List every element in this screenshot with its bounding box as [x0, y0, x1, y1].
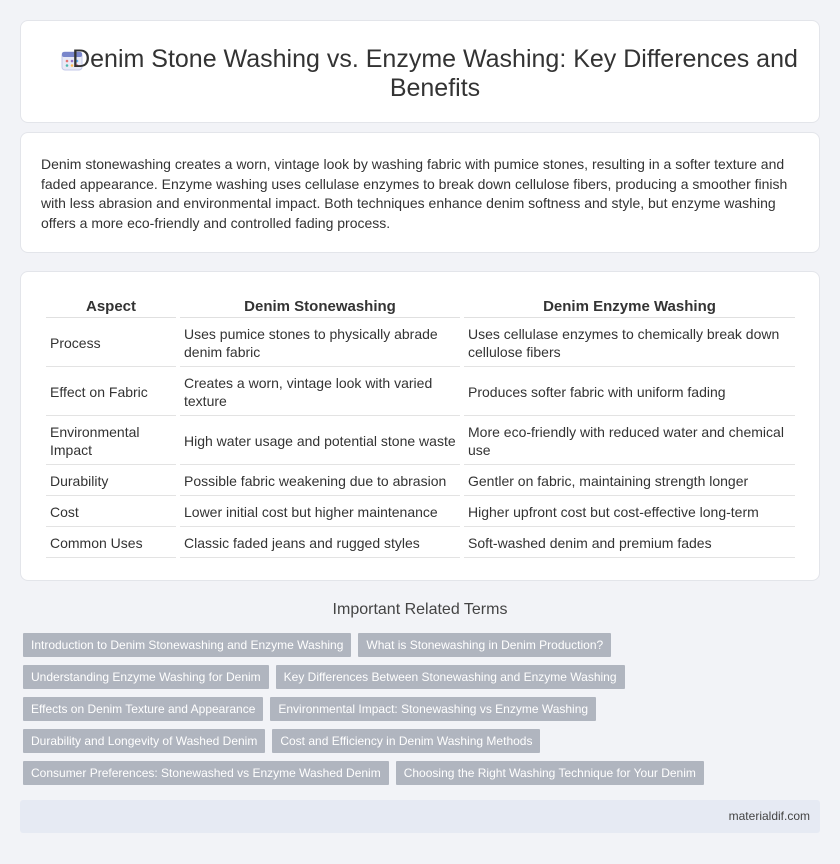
intro-text: Denim stonewashing creates a worn, vintage look by washing fabric with pumice stones, resulting in a softer texture and faded appearance. Enzyme washing uses cellulase enzymes to break down cellulose fibers, producing a smoother finish with less abrasion and environmental impact. Both techniques enhance denim softness and style, but enzyme washing offers a more eco-friendly and controlled fading process. — [41, 156, 788, 231]
related-term-tag[interactable]: Effects on Denim Texture and Appearance — [23, 697, 263, 721]
row-aspect: Cost — [46, 498, 176, 527]
row-aspect: Environmental Impact — [46, 418, 176, 465]
footer — [20, 800, 820, 833]
column-header-enzyme-washing: Denim Enzyme Washing — [464, 296, 795, 318]
row-stonewashing: Uses pumice stones to physically abrade denim fabric — [180, 320, 460, 367]
column-header-stonewashing: Denim Stonewashing — [180, 296, 460, 318]
footer-site[interactable]: materialdif.com — [728, 809, 810, 823]
row-enzyme-washing: Gentler on fabric, maintaining strength longer — [464, 467, 795, 496]
row-aspect: Process — [46, 320, 176, 367]
comparison-card — [20, 271, 820, 581]
row-stonewashing: Classic faded jeans and rugged styles — [180, 529, 460, 558]
row-stonewashing: Lower initial cost but higher maintenance — [180, 498, 460, 527]
row-enzyme-washing: Higher upfront cost but cost-effective long-term — [464, 498, 795, 527]
title-card — [20, 20, 820, 123]
row-aspect: Durability — [46, 467, 176, 496]
table-row — [46, 320, 795, 367]
column-header-aspect: Aspect — [46, 296, 176, 318]
table-row — [46, 418, 795, 465]
row-aspect: Common Uses — [46, 529, 176, 558]
related-terms-list — [23, 633, 823, 793]
related-term-tag[interactable]: Introduction to Denim Stonewashing and Enzyme Washing — [23, 633, 351, 657]
related-term-tag[interactable]: Environmental Impact: Stonewashing vs Enzyme Washing — [270, 697, 596, 721]
intro-card — [20, 132, 820, 253]
row-enzyme-washing: More eco-friendly with reduced water and chemical use — [464, 418, 795, 465]
row-stonewashing: Possible fabric weakening due to abrasion — [180, 467, 460, 496]
table-row — [46, 467, 795, 496]
comparison-table — [42, 294, 799, 560]
related-term-tag[interactable]: Durability and Longevity of Washed Denim — [23, 729, 265, 753]
related-term-tag[interactable]: Cost and Efficiency in Denim Washing Methods — [272, 729, 540, 753]
row-stonewashing: High water usage and potential stone waste — [180, 418, 460, 465]
table-row — [46, 529, 795, 558]
related-term-tag[interactable]: Choosing the Right Washing Technique for Your Denim — [396, 761, 704, 785]
row-stonewashing: Creates a worn, vintage look with varied texture — [180, 369, 460, 416]
related-terms-title: Important Related Terms — [332, 601, 508, 618]
related-term-tag[interactable]: Consumer Preferences: Stonewashed vs Enzyme Washed Denim — [23, 761, 389, 785]
row-enzyme-washing: Uses cellulase enzymes to chemically break down cellulose fibers — [464, 320, 795, 367]
related-term-tag[interactable]: What is Stonewashing in Denim Production? — [358, 633, 611, 657]
row-enzyme-washing: Soft-washed denim and premium fades — [464, 529, 795, 558]
table-row — [46, 498, 795, 527]
table-row — [46, 369, 795, 416]
row-aspect: Effect on Fabric — [46, 369, 176, 416]
page-title: Denim Stone Washing vs. Enzyme Washing: Key Differences and Benefits — [72, 45, 798, 102]
related-term-tag[interactable]: Key Differences Between Stonewashing and Enzyme Washing — [276, 665, 625, 689]
related-term-tag[interactable]: Understanding Enzyme Washing for Denim — [23, 665, 269, 689]
row-enzyme-washing: Produces softer fabric with uniform fading — [464, 369, 795, 416]
